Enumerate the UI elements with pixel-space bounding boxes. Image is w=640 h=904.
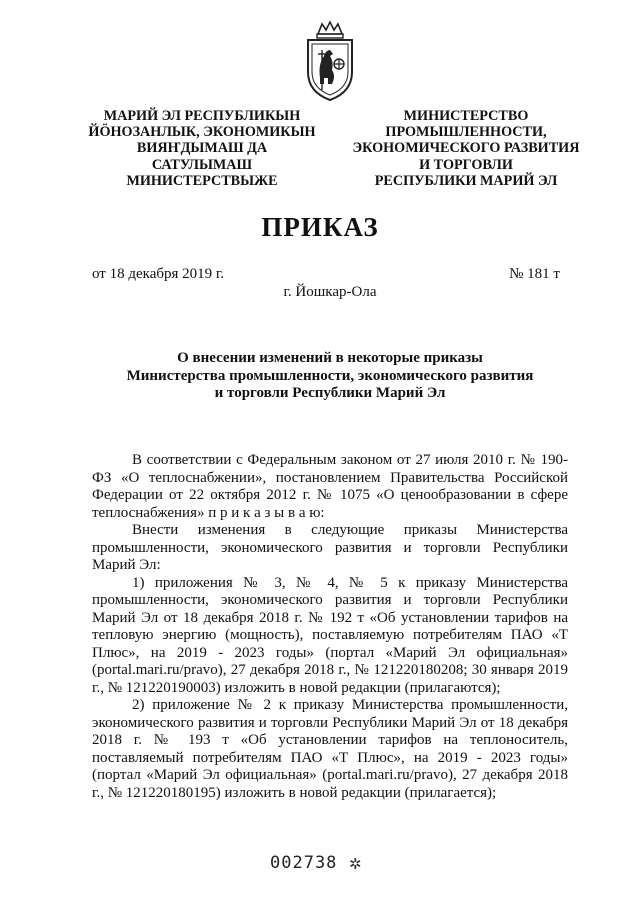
ministry-name-russian	[348, 108, 584, 189]
ministry-name-russian-line: РЕСПУБЛИКИ МАРИЙ ЭЛ	[374, 172, 558, 189]
body-paragraph: 2) приложение № 2 к приказу Министерства промышленности, экономического развития и торговли Республики Марий Эл от 18 декабря 2018 г. № 193 т «Об установлении тарифов на теплоноситель, поставляемый потребителям ПАО «Т Плюс», на 2019 - 2023 годы» (портал «Марий Эл официальная» (portal.mari.ru/pravo), 27 декабря 2018 г., № 121220180195) изложить в новой редакции (прилагается);	[92, 697, 568, 801]
ministry-name-mari-line: ВИЯҤДЫМАШ ДА	[136, 140, 268, 157]
body-paragraph: В соответствии с Федеральным законом от 27 июля 2010 г. № 190-ФЗ «О теплоснабжении», постановлением Правительства Российской Федерации от 22 октября 2012 г. № 1075 «О ценообразовании в сфере теплоснабжения» п р и к а з ы в а ю:	[92, 452, 568, 521]
asterisk-mark-icon: ✲	[349, 857, 362, 873]
document-title: ПРИКАЗ	[261, 212, 379, 242]
ministry-name-russian-line: МИНИСТЕРСТВО	[403, 108, 529, 124]
subject-line: О внесении изменений в некоторые приказы	[177, 350, 483, 366]
document-body	[92, 452, 568, 802]
document-date: от 18 декабря 2019 г.	[92, 266, 225, 282]
ministry-name-mari-line: САТУЛЫМАШ	[151, 156, 253, 173]
ministry-name-mari-line: ЙÖНОЗАНЛЫК, ЭКОНОМИКЫН	[88, 124, 316, 141]
serial-number: 002738	[270, 853, 338, 873]
ministry-name-mari	[82, 108, 322, 189]
ministry-name-mari-line: МИНИСТЕРСТВЫЖЕ	[126, 172, 278, 189]
subject-line: и торговли Республики Марий Эл	[214, 385, 446, 401]
document-number: № 181 т	[509, 266, 560, 282]
coat-of-arms-icon	[300, 20, 360, 104]
document-city: г. Йошкар-Ола	[283, 284, 377, 300]
subject-line: Министерства промышленности, экономического развития	[126, 367, 534, 384]
ministry-name-russian-line: ЭКОНОМИЧЕСКОГО РАЗВИТИЯ	[352, 140, 580, 157]
ministry-name-mari-line: МАРИЙ ЭЛ РЕСПУБЛИКЫН	[103, 108, 301, 124]
document-subject	[92, 350, 568, 403]
ministry-name-russian-line: И ТОРГОВЛИ	[419, 156, 513, 173]
body-paragraph: Внести изменения в следующие приказы Министерства промышленности, экономического развития и торговли Республики Марий Эл:	[92, 522, 568, 573]
ministry-name-russian-line: ПРОМЫШЛЕННОСТИ,	[385, 124, 547, 141]
body-paragraph: 1) приложения № 3, № 4, № 5 к приказу Министерства промышленности, экономического развития и торговли Республики Марий Эл от 18 декабря 2018 г. № 192 т «Об установлении тарифов на тепловую энергию (мощность), поставляемую потребителям ПАО «Т Плюс», на 2019 - 2023 годы» (портал «Марий Эл официальная» (portal.mari.ru/pravo), 27 декабря 2018 г., № 121220180208; 30 января 2019 г., № 121220190003) изложить в новой редакции (прилагаются);	[92, 574, 568, 696]
